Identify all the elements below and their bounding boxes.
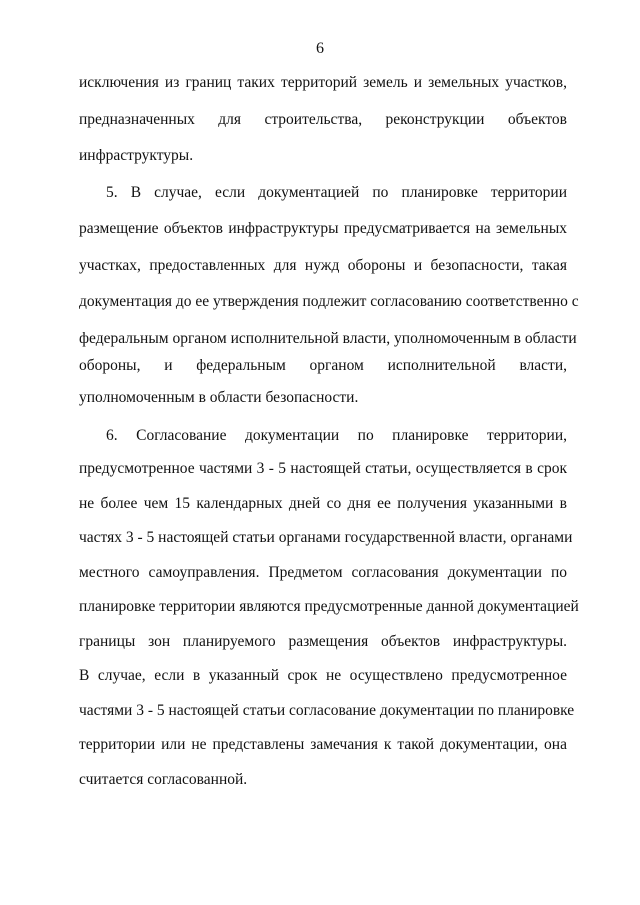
- text-line: предусмотренное частями 3 - 5 настоящей статьи, осуществляется в срок: [79, 460, 567, 477]
- text-line: документация до ее утверждения подлежит согласованию соответственно с: [79, 293, 579, 310]
- text-line: не более чем 15 календарных дней со дня ее получения указанными в: [79, 495, 567, 512]
- text-line: частями 3 - 5 настоящей статьи согласование документации по планировке: [79, 702, 575, 719]
- paragraph-start-line: 6. Согласование документации по планировке территории,: [106, 427, 567, 444]
- text-line: исключения из границ таких территорий земель и земельных участков,: [79, 74, 567, 91]
- text-line: федеральным органом исполнительной власти, уполномоченным в области: [79, 330, 577, 347]
- text-line: участках, предоставленных для нужд обороны и безопасности, такая: [79, 257, 567, 274]
- text-line: В случае, если в указанный срок не осуществлено предусмотренное: [79, 667, 567, 684]
- text-line: уполномоченным в области безопасности.: [79, 389, 359, 406]
- text-line: считается согласованной.: [79, 771, 248, 788]
- text-line: инфраструктуры.: [79, 147, 194, 164]
- text-line: территории или не представлены замечания к такой документации, она: [79, 736, 567, 753]
- text-line: границы зон планируемого размещения объектов инфраструктуры.: [79, 633, 567, 650]
- page-number: 6: [316, 40, 324, 57]
- text-line: предназначенных для строительства, реконструкции объектов: [79, 111, 567, 128]
- text-line: частях 3 - 5 настоящей статьи органами государственной власти, органами: [79, 529, 573, 546]
- text-line: планировке территории являются предусмотренные данной документацией: [79, 598, 579, 615]
- text-line: обороны, и федеральным органом исполнительной власти,: [79, 357, 567, 374]
- text-line: размещение объектов инфраструктуры предусматривается на земельных: [79, 220, 567, 237]
- text-line: местного самоуправления. Предметом согласования документации по: [79, 564, 567, 581]
- paragraph-start-line: 5. В случае, если документацией по планировке территории: [106, 184, 567, 201]
